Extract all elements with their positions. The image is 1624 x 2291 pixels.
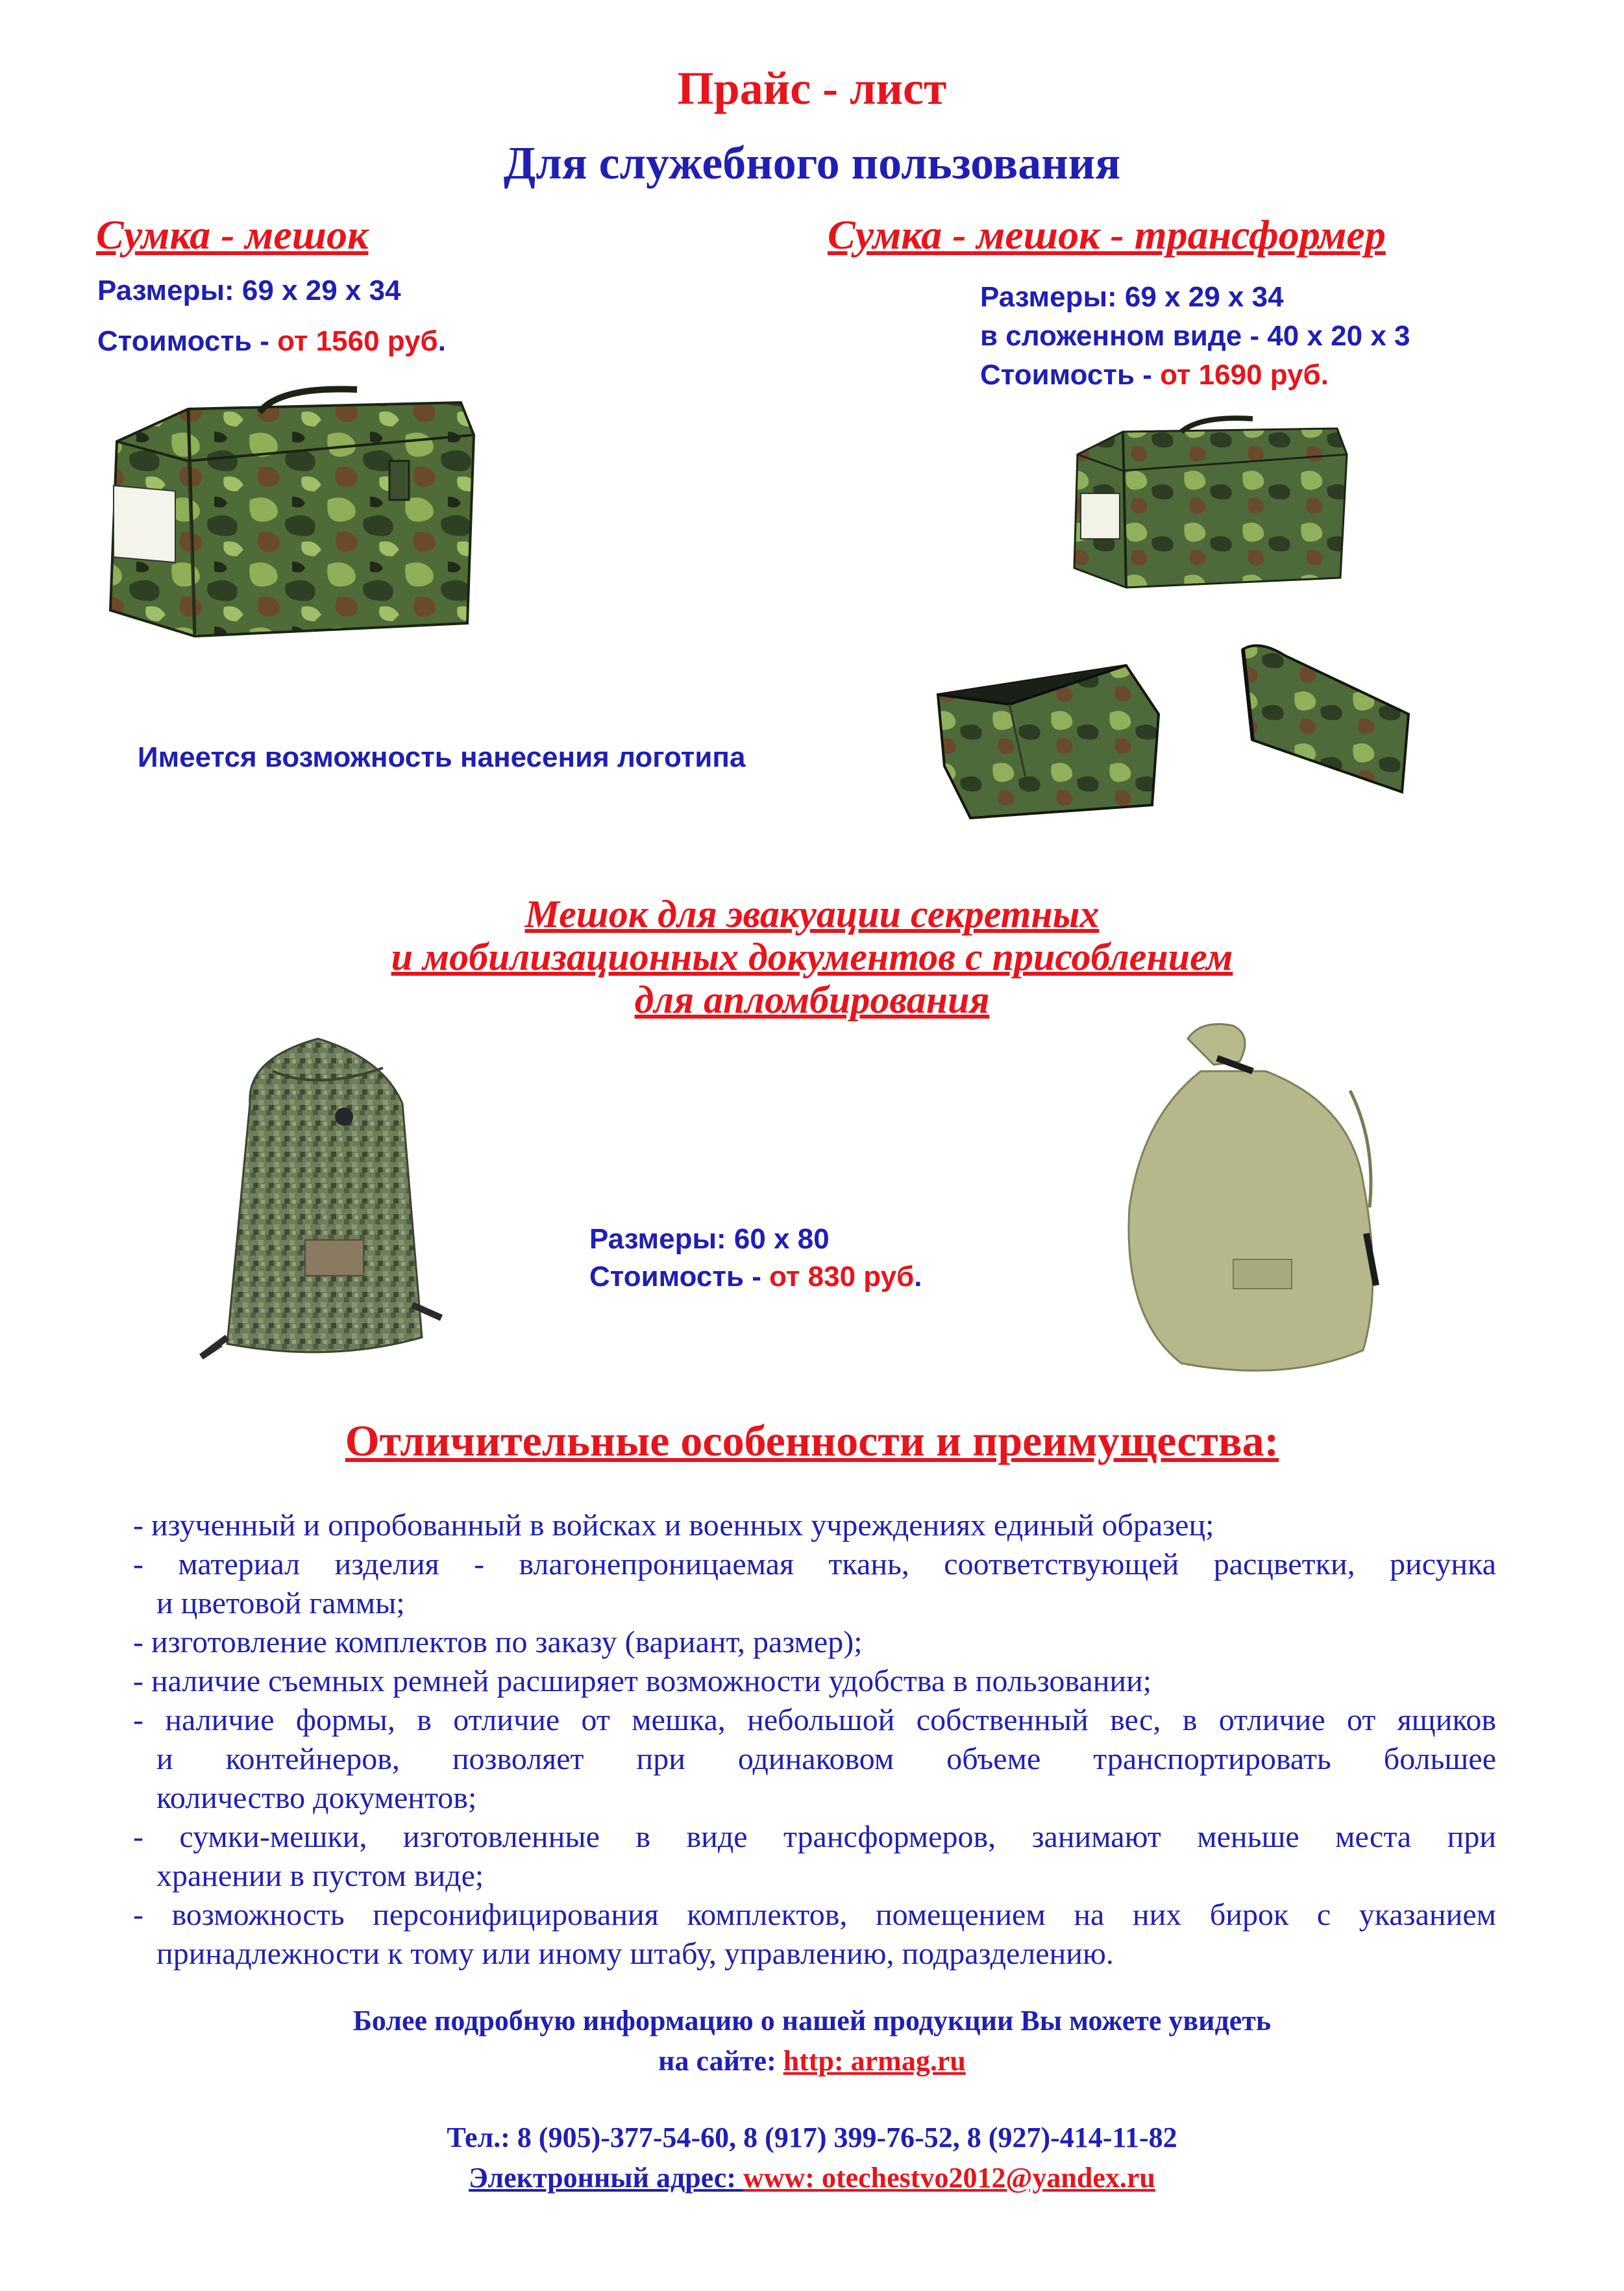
product3-specs [589, 1220, 922, 1296]
features-list [133, 1506, 1496, 1974]
features-heading: Отличительные особенности и преимущества: [345, 1416, 1279, 1465]
folded-bag-open-image [931, 656, 1165, 821]
feature-line-6: - наличие формы, в отличие от мешка, небольшой собственный вес, в отличие от ящиков [133, 1703, 1496, 1737]
product1-title: Сумка - мешок [96, 212, 369, 258]
product2-folded-size: в сложенном виде - 40 x 20 x 3 [980, 320, 1410, 352]
footer-contacts [0, 2118, 1624, 2198]
footer-email-line: Электронный адрес: www: otechestvo2012@yandex.ru [469, 2162, 1155, 2194]
product1-size: Размеры: 69 x 29 x 34 [97, 275, 401, 306]
product2-price: Стоимость - от 1690 руб. [980, 359, 1329, 391]
page-title: Прайс - лист [677, 62, 947, 114]
feature-line-5: - наличие съемных ремней расширяет возможности удобства в пользовании; [133, 1664, 1152, 1698]
feature-line-4: - изготовление комплектов по заказу (вариант, размер); [133, 1625, 863, 1659]
footer-info-line-2: на сайте: http: armag.ru [658, 2045, 966, 2077]
email-link[interactable]: www: otechestvo2012@yandex.ru [743, 2162, 1155, 2194]
product1-price: Стоимость - от 1560 руб. [97, 325, 446, 357]
footer-phones: Тел.: 8 (905)-377-54-60, 8 (917) 399-76-52, 8 (927)-414-11-82 [447, 2122, 1177, 2153]
feature-line-10: хранении в пустом виде; [156, 1859, 484, 1893]
product3-title-line-2: и мобилизационных документов с присоблением [391, 935, 1233, 978]
product3-price: Стоимость - от 830 руб. [589, 1261, 922, 1293]
product3-title-line-1: Мешок для эвакуации секретных [524, 893, 1100, 935]
product3-title-line-3: для апломбирования [634, 978, 990, 1021]
product2-size: Размеры: 69 x 29 x 34 [980, 281, 1284, 313]
site-link[interactable]: http: armag.ru [783, 2045, 966, 2077]
product2-title: Сумка - мешок - трансформер [828, 212, 1386, 258]
feature-line-3: и цветовой гаммы; [156, 1586, 405, 1620]
feature-line-12: принадлежности к тому или иному штабу, управлению, подразделению. [156, 1937, 1114, 1971]
product1-specs [97, 271, 446, 361]
product3-title [0, 893, 1624, 1021]
product3-size: Размеры: 60 x 80 [589, 1223, 830, 1255]
camo-bag-image [91, 364, 493, 669]
page-subtitle: Для служебного пользования [503, 137, 1121, 189]
khaki-sack-image [1103, 1013, 1396, 1383]
footer-info-line-1: Более подробную информацию о нашей продукции Вы можете увидеть [352, 2005, 1272, 2037]
feature-line-1: - изученный и опробованный в войсках и военных учреждениях единый образец; [133, 1508, 1214, 1542]
feature-line-9: - сумки-мешки, изготовленные в виде трансформеров, занимают меньше места при [133, 1820, 1496, 1854]
digital-camo-sack-image [188, 1032, 461, 1370]
product2-specs [980, 278, 1410, 395]
feature-line-2: - материал изделия - влагонепроницаемая ткань, соответствующей расцветки, рисунка [133, 1547, 1496, 1581]
feature-line-8: количество документов; [156, 1781, 477, 1815]
feature-line-11: - возможность персонифицирования комплектов, помещением на них бирок с указанием [133, 1898, 1496, 1932]
transformer-bag-image [1064, 415, 1357, 604]
footer-info [0, 2001, 1624, 2081]
logo-note: Имеется возможность нанесения логотипа [138, 741, 746, 773]
folded-bag-closed-image [1233, 636, 1421, 805]
feature-line-7: и контейнеров, позволяет при одинаковом объеме транспортировать большее [156, 1742, 1496, 1776]
